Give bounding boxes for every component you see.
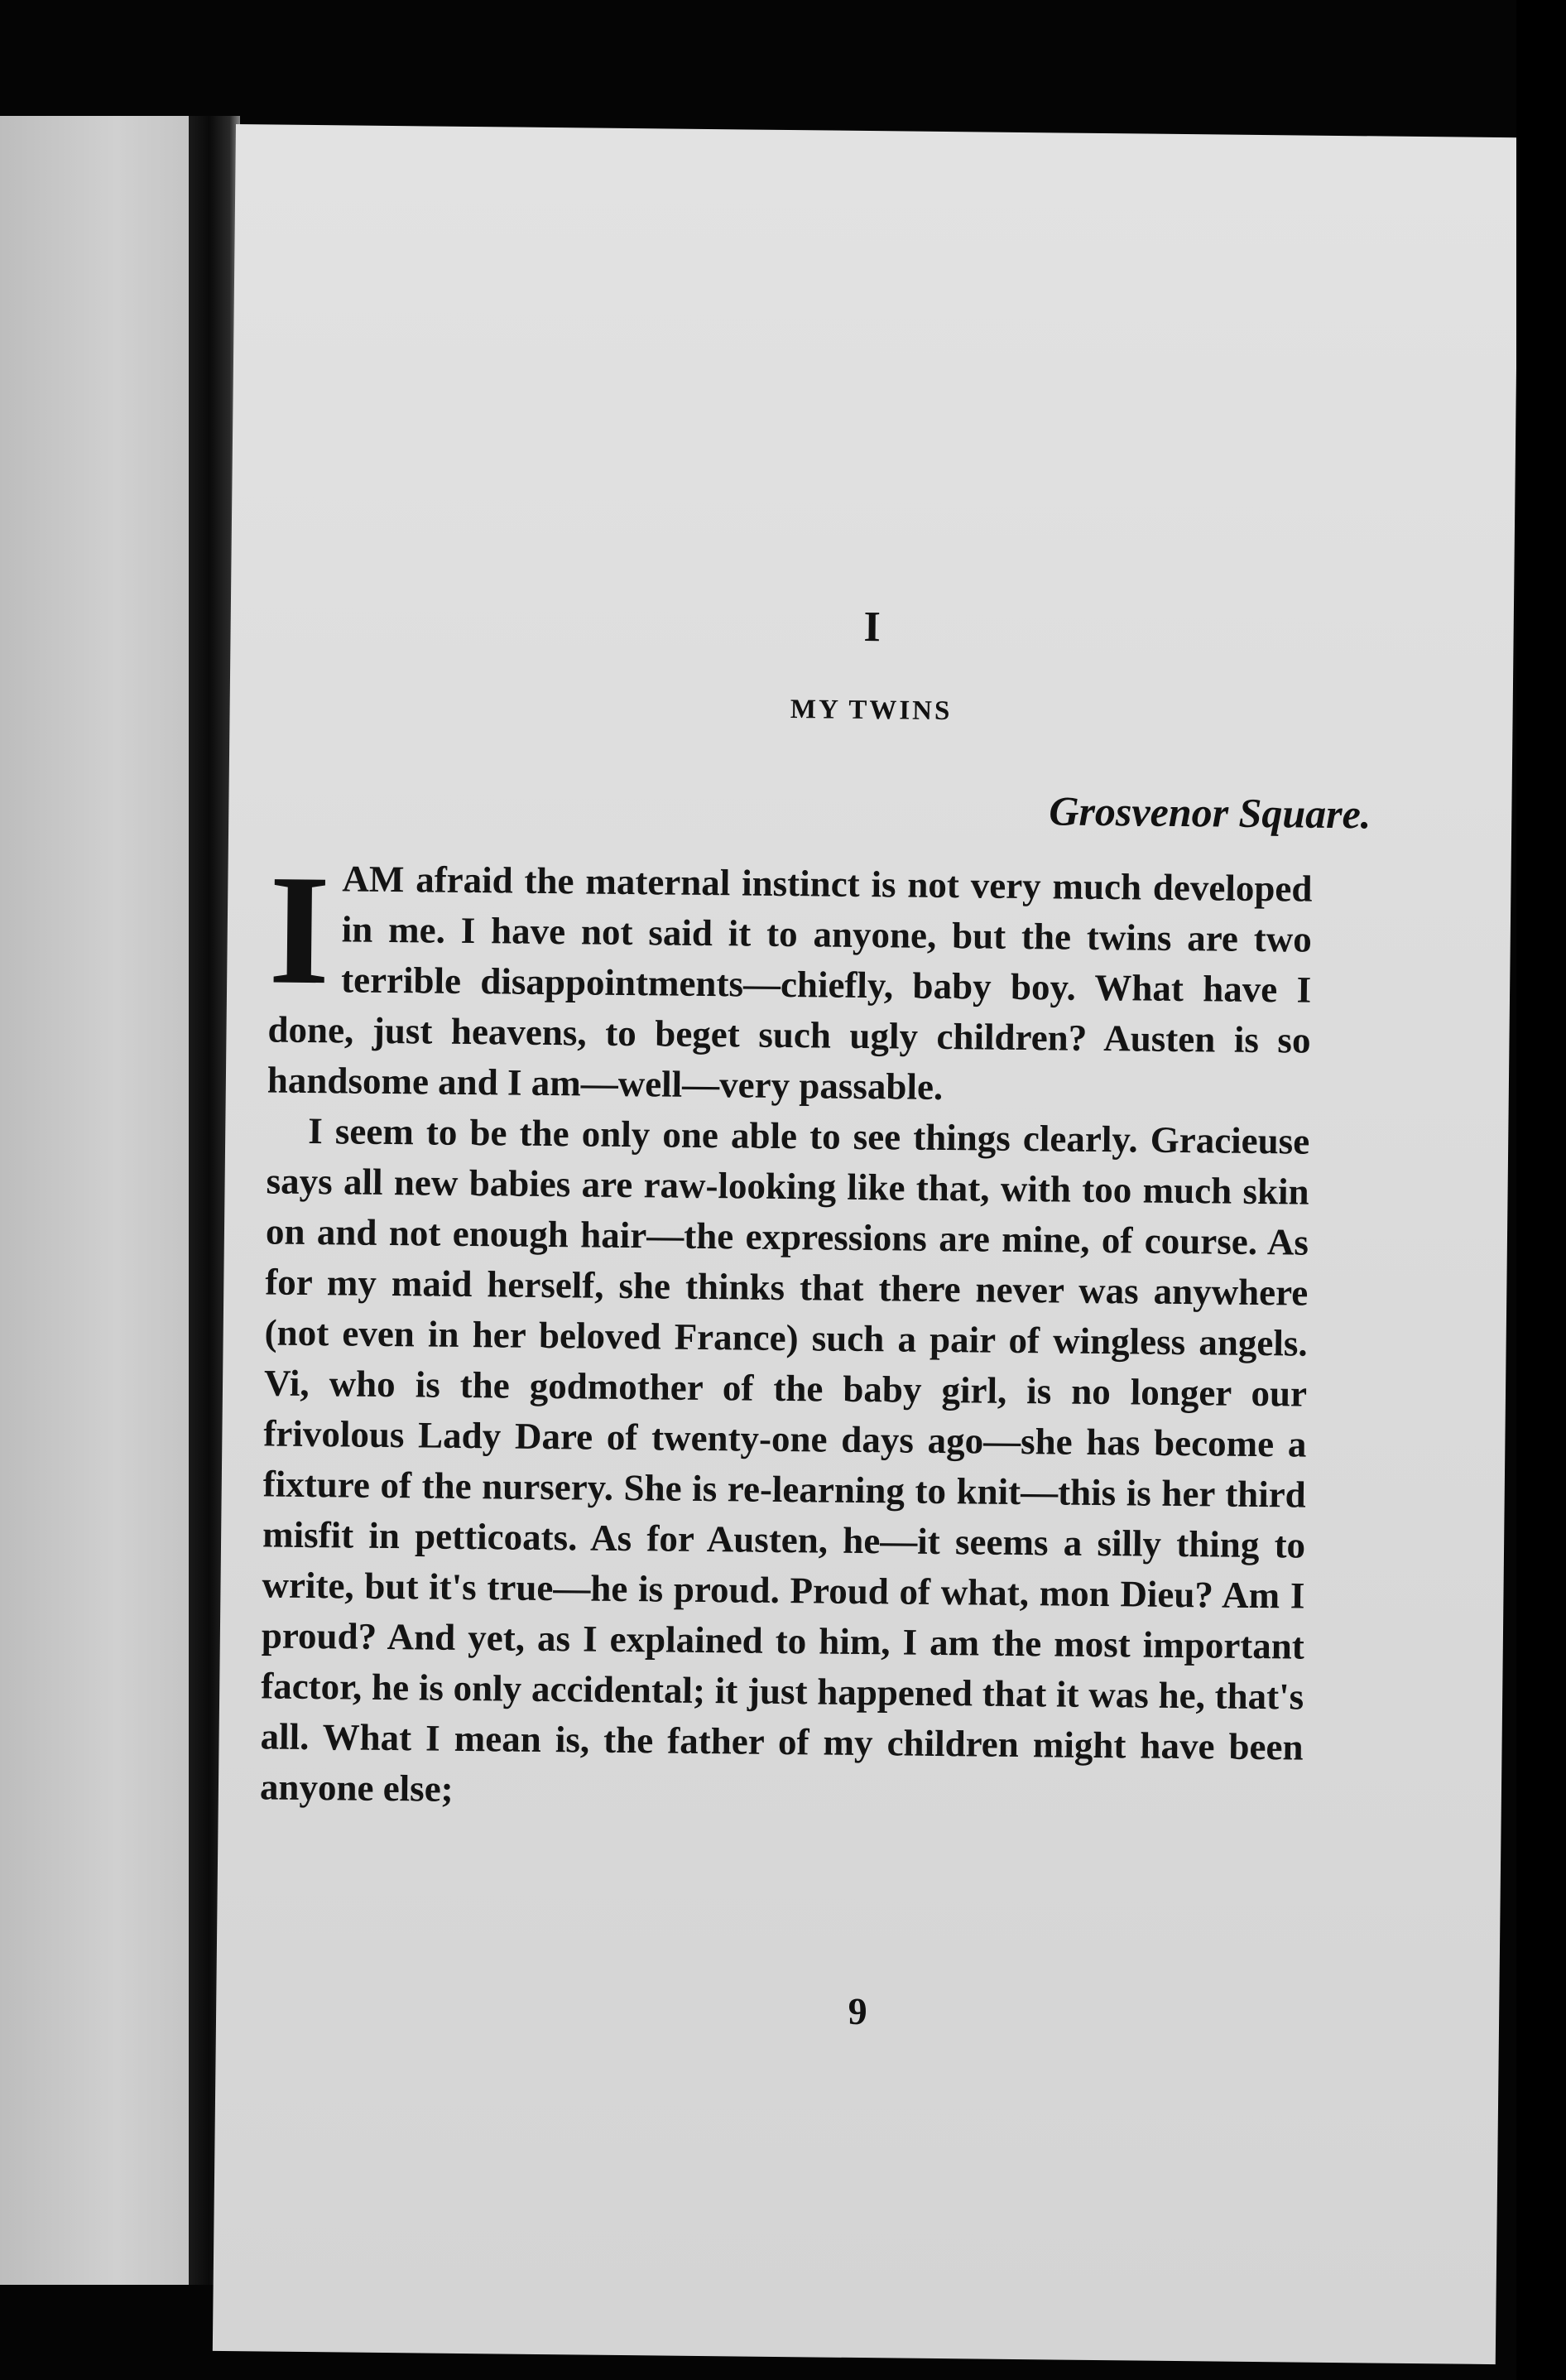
body-text	[259, 843, 1313, 1823]
previous-page-edge	[0, 116, 195, 2285]
scan-right-border	[1516, 0, 1566, 2380]
page-number: 9	[848, 1989, 867, 2033]
paragraph-1-text: AM afraid the maternal instinct is not very much developed in me. I have not said it to anyone, but the twins are two terrible disappointments—chiefly, baby boy. What have I done, just heavens, to beget such ugly children? Austen is so handsome and I am—well—very passable.	[267, 858, 1313, 1108]
paragraph-1	[267, 843, 1313, 1116]
paragraph-2	[260, 1105, 1310, 1823]
book-page	[213, 124, 1519, 2364]
chapter-title: MY TWINS	[790, 695, 953, 727]
drop-cap: I	[267, 843, 331, 1018]
chapter-place-heading: Grosvenor Square.	[1049, 787, 1371, 838]
paragraph-2-text: I seem to be the only one able to see things clearly. Gracieuse says all new babies are raw-looking like that, with too much skin on and not enough hair—the expressions are mine, of course. As for my maid herself, she thinks that there never was anywhere (not even in her beloved France) such a pair of wingless angels. Vi, who is the godmother of the baby girl, is no longer our frivolous Lady Dare of twenty-one days ago—she has become a fixture of the nursery. She is re-learning to knit—this is her third misfit in petticoats. As for Austen, he—it seems a silly thing to write, but it's true—he is proud. Proud of what, mon Dieu? Am I proud? And yet, as I explained to him, I am the most important factor, he is only accidental; it just happened that it was he, that's all. What I mean is, the father of my children might have been anyone else;	[259, 1109, 1310, 1810]
chapter-number: I	[863, 603, 881, 651]
